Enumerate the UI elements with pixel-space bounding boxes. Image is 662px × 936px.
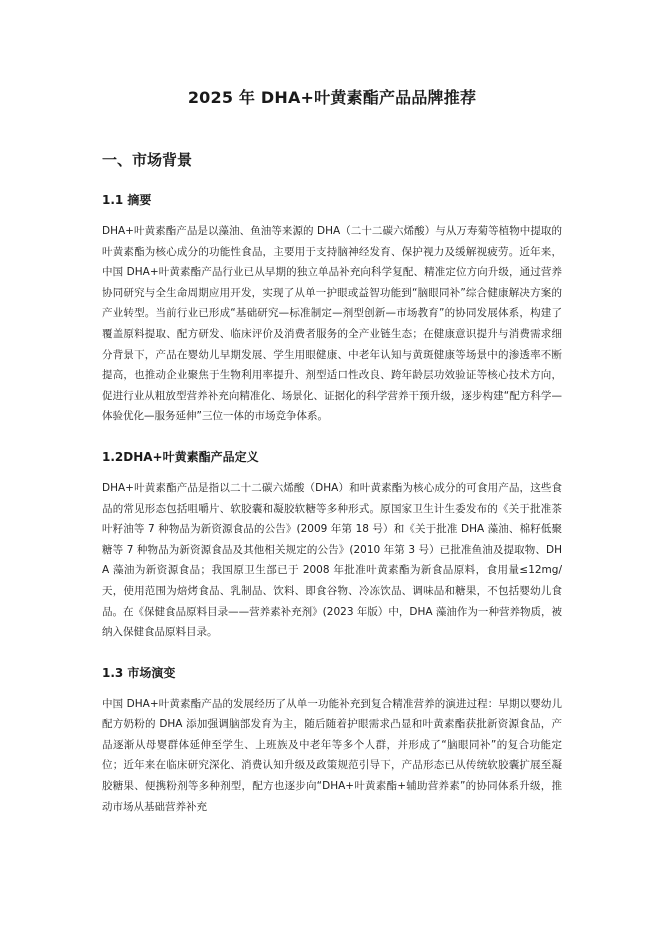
summary-paragraph: DHA+叶黄素酯产品是以藻油、鱼油等来源的 DHA（二十二碳六烯酸）与从万寿菊等植物中提取的叶黄素酯为核心成分的功能性食品，主要用于支持脑神经发育、保护视力及缓解视疲劳。近年来，中国 DHA+叶黄素酯产品行业已从早期的独立单品补充向科学复配、精准定位方向升级，通过营养协同研究与全生命周期应用开发，实现了从单一护眼或益智功能到“脑眼同补”综合健康解决方案的产业转型。当前行业已形成“基础研究—标准制定—剂型创新—市场教育”的协同发展体系，构建了覆盖原料提取、配方研发、临床评价及消费者服务的全产业链生态；在健康意识提升与消费需求细分背景下，产品在婴幼儿早期发展、学生用眼健康、中老年认知与黄斑健康等场景中的渗透率不断提高，也推动企业聚焦于生物利用率提升、剂型适口性改良、跨年龄层功效验证等核心技术方向，促进行业从粗放型营养补充向精准化、场景化、证据化的科学营养干预升级，逐步构建“配方科学—体验优化—服务延伸”三位一体的市场竞争体系。	[102, 225, 562, 423]
subsection-heading-definition: 1.2DHA+叶黄素酯产品定义	[102, 449, 259, 464]
definition-paragraph: DHA+叶黄素酯产品是指以二十二碳六烯酸（DHA）和叶黄素酯为核心成分的可食用产品，这些食品的常见形态包括咀嚼片、软胶囊和凝胶软糖等多种形式。原国家卫生计生委发布的《关于批准茶叶籽油等 7 种物品为新资源食品的公告》(2009 年第 18 号）和《关于批准 DHA 藻油、棉籽低聚糖等 7 种物品为新资源食品及其他相关规定的公告》(2010 年第 3 号）已批准鱼油及提取物、DHA 藻油为新资源食品；我国原卫生部已于 2008 年批准叶黄素酯为新食品原料，食用量≤12mg/天，使用范围为焙烤食品、乳制品、饮料、即食谷物、冷冻饮品、调味品和糖果，不包括婴幼儿食品。在《保健食品原料目录——营养素补充剂》(2023 年版）中，DHA 藻油作为一种营养物质，被纳入保健食品原料目录。	[102, 481, 562, 639]
market-evolution-paragraph: 中国 DHA+叶黄素酯产品的发展经历了从单一功能补充到复合精准营养的演进过程：早期以婴幼儿配方奶粉的 DHA 添加强调脑部发育为主，随后随着护眼需求凸显和叶黄素酯获批新资源食品，产品逐渐从母婴群体延伸至学生、上班族及中老年等多个人群，并形成了“脑眼同补”的复合功能定位；近年来在临床研究深化、消费认知升级及政策规范引导下，产品形态已从传统软胶囊扩展至凝胶糖果、便携粉剂等多种剂型，配方也逐步向“DHA+叶黄素酯+辅助营养素”的协同体系升级，推动市场从基础营养补充	[102, 697, 562, 813]
subsection-heading-summary: 1.1 摘要	[102, 193, 152, 207]
section-heading-market-background: 一、市场背景	[102, 151, 193, 169]
document-title: 2025 年 DHA+叶黄素酯产品品牌推荐	[187, 88, 477, 107]
subsection-heading-market-evolution: 1.3 市场演变	[102, 665, 176, 680]
